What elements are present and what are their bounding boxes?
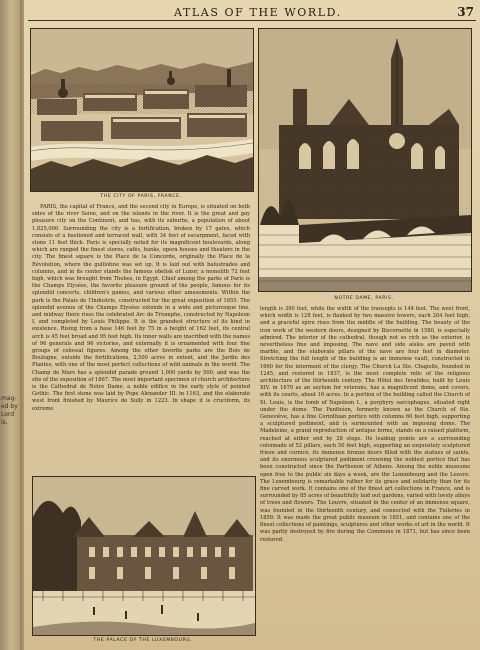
facing-page-fragment: ed by bbox=[1, 403, 18, 410]
notre-dame-illustration bbox=[259, 29, 471, 291]
facing-page-edge bbox=[0, 0, 20, 650]
paris-caption: THE CITY OF PARIS, FRANCE. bbox=[100, 194, 182, 199]
page-number: 37 bbox=[457, 5, 474, 19]
paris-city-engraving bbox=[30, 28, 254, 192]
header-rule bbox=[28, 20, 476, 21]
notre-dame-caption: NOTRE DAME, PARIS. bbox=[334, 296, 394, 301]
running-head bbox=[24, 4, 480, 20]
right-text-column bbox=[260, 306, 470, 646]
left-text-column bbox=[32, 204, 250, 470]
facing-page-fragment: mag- bbox=[1, 395, 17, 402]
luxembourg-illustration bbox=[33, 477, 255, 635]
luxembourg-engraving bbox=[32, 476, 256, 636]
facing-page-fragment: Lord bbox=[1, 411, 15, 418]
notre-dame-engraving bbox=[258, 28, 472, 292]
paris-city-illustration bbox=[31, 29, 253, 191]
facing-page-fragment: is, bbox=[1, 419, 8, 426]
page-title: ATLAS OF THE WORLD. bbox=[174, 6, 342, 19]
atlas-page bbox=[24, 0, 480, 650]
paris-paragraph: PARIS, the capital of France, and the second city in Europe, is situated on both sides of the river Seine, and on the islands in the river. It is the great and gay pleasure city on the Continent, and has, with its suburbs, a population of about 1,825,000. Surrounding the city is a fortification, broken by 17 gates, which consists of a bastioned and terraced wall, with 34 feet of escarpment, faced with stone 11 feet thick. Paris is specially noted for its magnificent boulevards, along which are ranged the finest stores, cafés, banks, opera houses and theaters in the city. The finest square is the Place de la Concorde, originally the Place de la Révolution, where the guillotine was set up. It is laid out with balustrades and columns, and in its center stands the famous obelisk of Luxor, a monolith 72 feet high, which was brought from Thebes, in Egypt. Chief among the parks of Paris is the Champs Elysées, the favorite pleasure ground of the people, famous for its splendid concerts, children's games, and various other amusements. Within the park is the Palais de l'Industrie, constructed for the great exposition of 1855. The splendid avenue of the Champs Elysées extends in a wide and picturesque line, and midway there rises the celebrated Arc de Triomphe, constructed by Napoleon I, and completed by Louis Philippe. It is the grandest structure of its kind in existence. Rising from a base 146 feet by 75 in a height of 162 feet, its central arch is 45 feet broad and 95 feet high. Its inner walls are inscribed with the names of 96 generals and 96 victories, and externally it is ornamented with four fine groups of colossal figures. Among the other favorite parks are the Bois de Boulogne, outside the fortifications, 2,500 acres in extent, and the Jardin des Plantes, with one of the most perfect collections of wild animals in the world. The Champ de Mars has a splendid parade ground 1,000 yards by 500, and was the site of the exposition of 1867. The most important specimen of church architecture is the Cathedral de Notre Dame, a noble edifice in the early style of pointed Gothic. The first stone was laid by Pope Alexander III. in 1163, and the elaborate west front finished by Maurice de Sully in 1223. In shape it is cruciform, its extreme bbox=[32, 204, 250, 412]
facing-page-fragments bbox=[1, 395, 19, 427]
notre-dame-paragraph: length is 390 feet, while the width of the transepts is 144 feet. The west front, which width is 128 feet, is flanked by two massive towers, each 204 feet high, and a graceful spire rises from the middle of the building. The beauty of the iron work of the western doors, designed by Biscornette in 1580, is especially admired. The interior of the cathedral, though not so rich as the exterior, is nevertheless fine and imposing. The nave and side aisles are paved with marble, and the elaborate pillars of the nave are four feet in diameter. Stretching the full length of the building is an immense vault, constructed in 1660 for the interment of the clergy. The Church La Ste. Chapelle, founded in 1245, and restored in 1837, is the most complete relic of the religious architecture of the thirteenth century. The Hôtel des Invalides, built by Louis XIV. in 1670 as an asylum for veterans, has a magnificent dome, and covers, with its courts, about 16 acres. In a portion of the building called the Church of St. Louis, is the tomb of Napoleon I., a porphyry sarcophagus, situated right under the dome. The Panthéon, formerly known as the Church of Ste. Geneviève, has a fine Corinthian portico with columns 60 feet high, supporting a sculptured pediment, and is surmounted with an imposing dome. The Madeleine, a grand reproduction of antique forms, stands on a raised platform, reached at either end by 28 steps. Its leading points are a surrounding colonnade of 52 pillars, each 50 feet high, supporting an exquisitely sculptured frieze and cornice, its immense bronze doors filled with the statues of saints, and its enormous sculptured pediment crowning the noblest portico that has been constructed since the Parthenon of Athens. Among the noble museums open free to the public six days a week, are the Luxembourg and the Louvre. The Luxembourg is remarkable rather for its grace and solidarity than for its fine carved work. It contains one of the finest art collections in France, and is surrounded by 85 acres of beautifully laid out gardens, varied with lovely alleys of trees and flowers. The Louvre, situated in the center of an immense square, was founded in the thirteenth century, and connected with the Tuileries in 1859. It was made the great public museum in 1851, and contains one of the finest collections of paintings, sculptures and other works of art in the world. It was partly destroyed by fire during the Commune in 1871, but has since been restored. bbox=[260, 306, 470, 543]
luxembourg-caption: THE PALACE OF THE LUXEMBOURG. bbox=[93, 638, 193, 643]
